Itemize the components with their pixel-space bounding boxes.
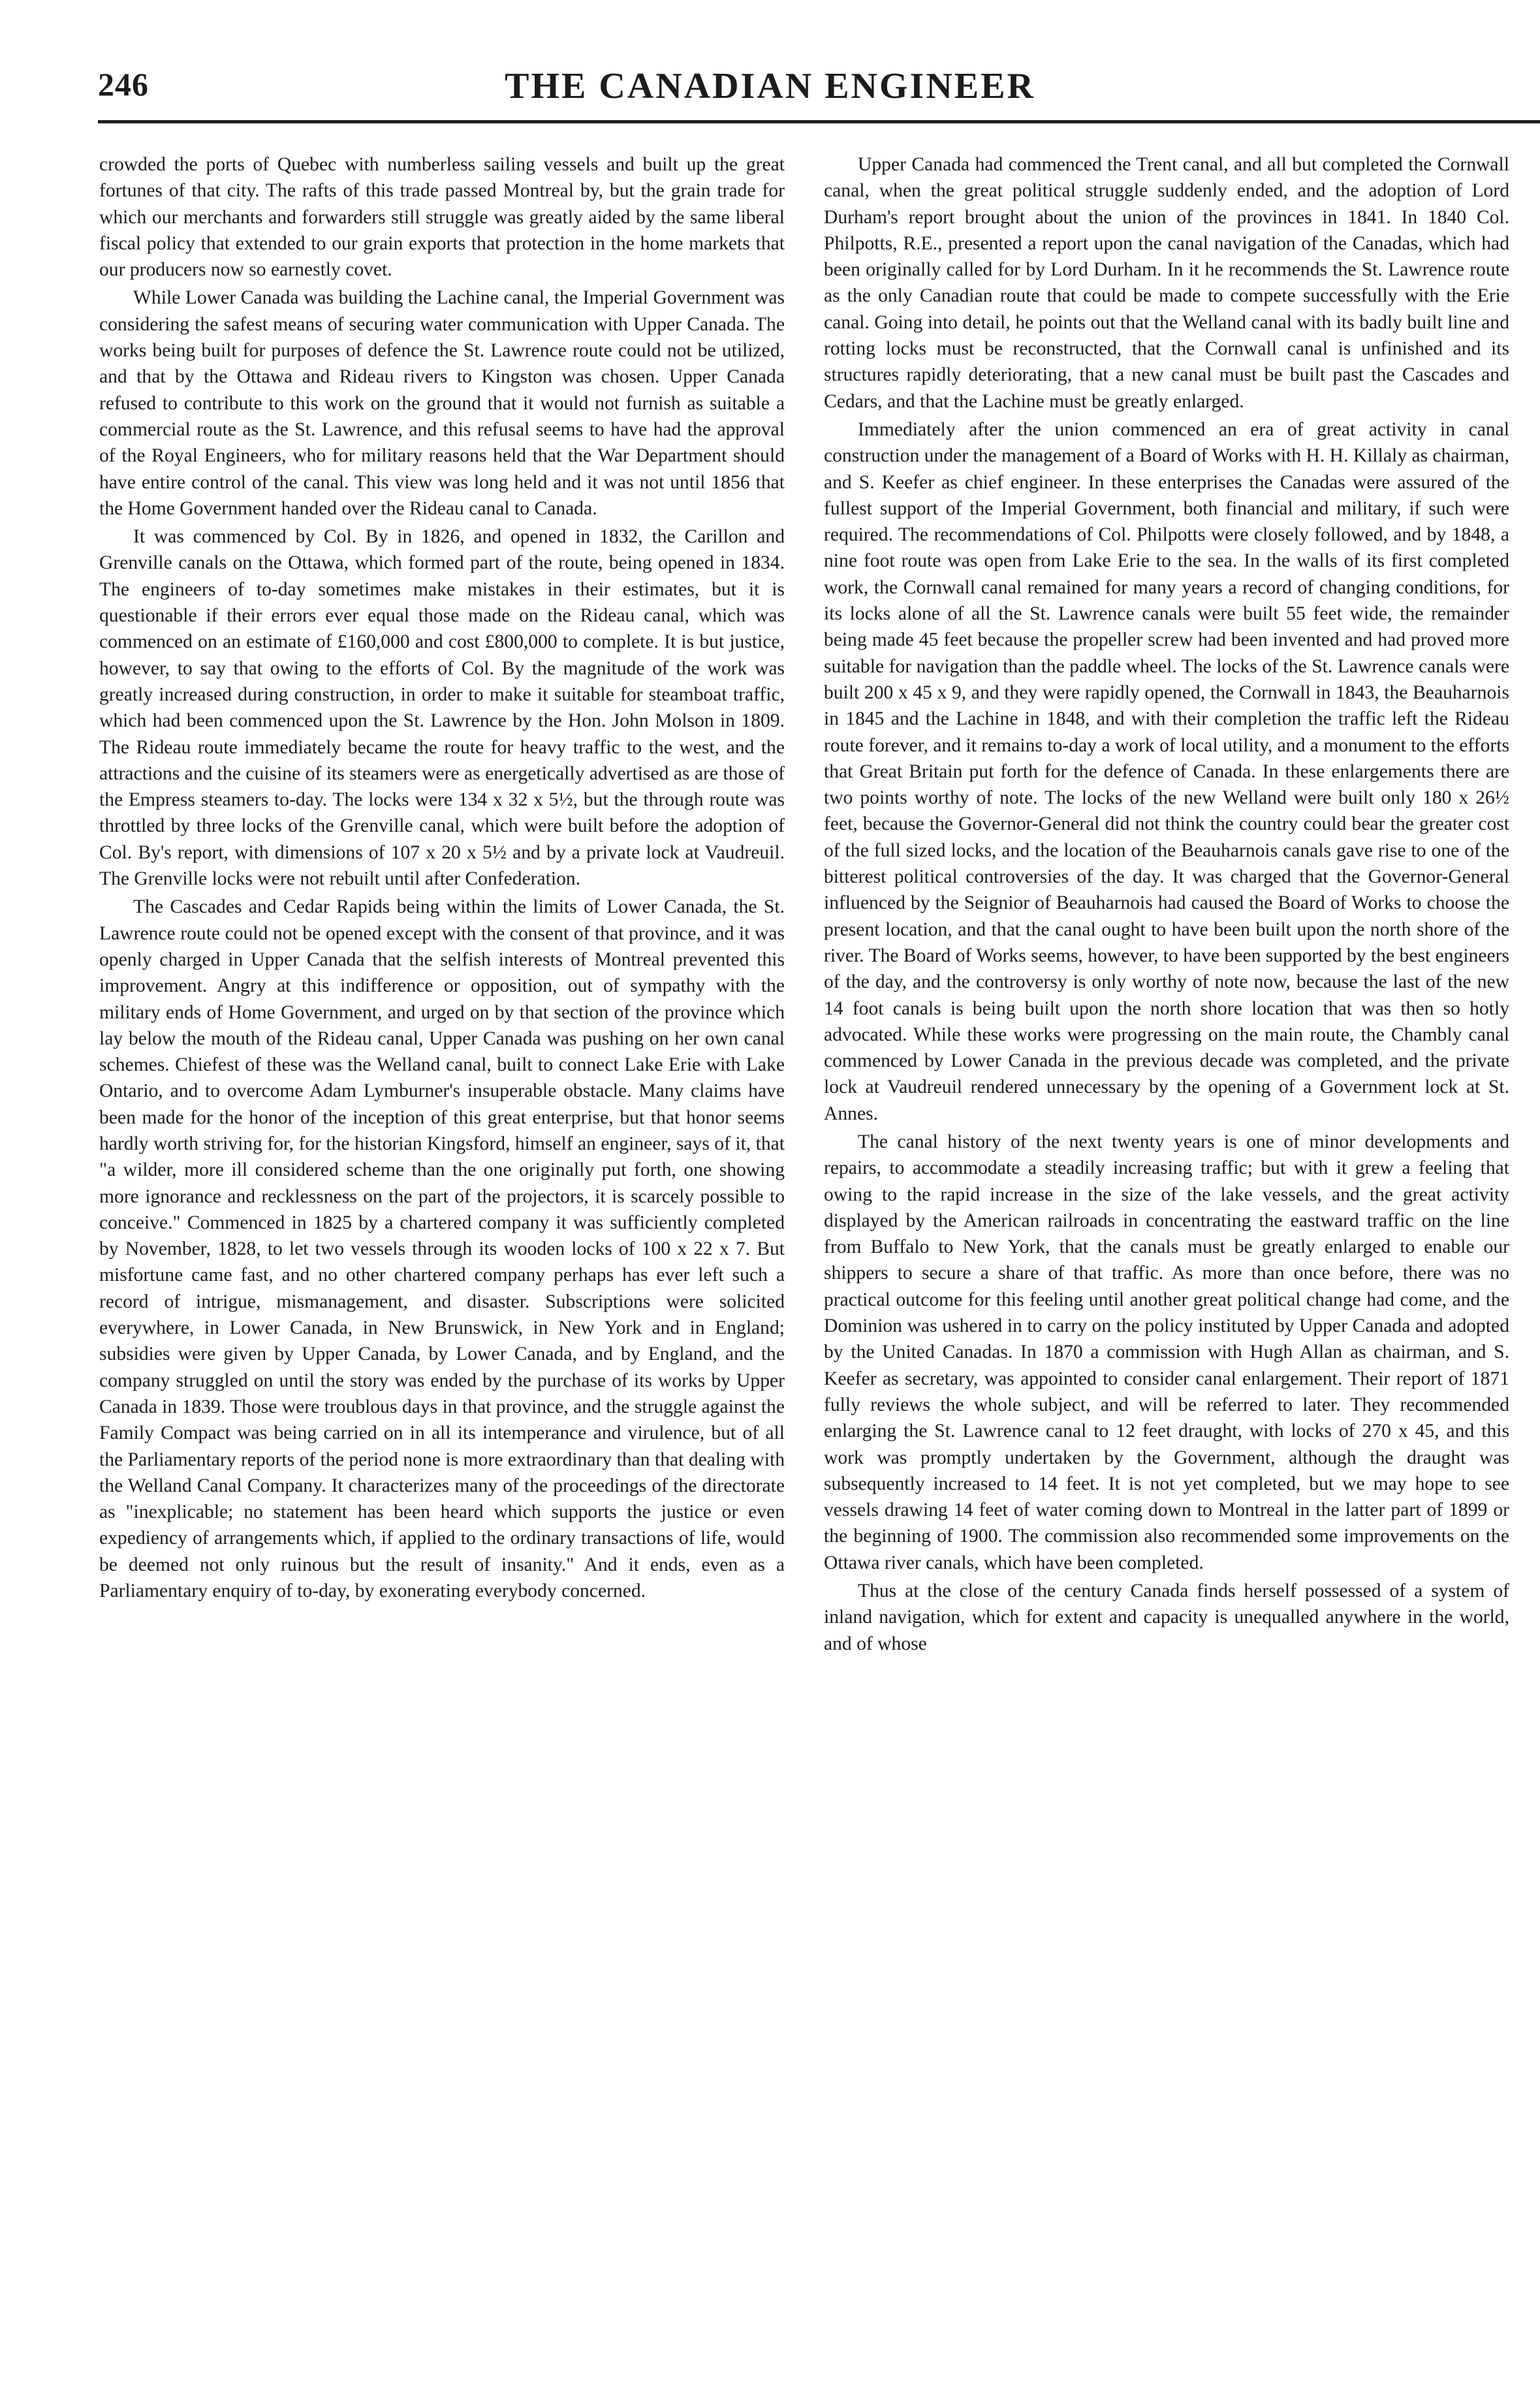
journal-title: THE CANADIAN ENGINEER: [505, 66, 1035, 106]
paragraph: It was commenced by Col. By in 1826, and opened in 1832, the Carillon and Grenville canals on the Ottawa, which formed part of the route, being opened in 1834. The engineers of to-day sometimes make mistakes in their estimates, but it is questionable if their errors ever equal those made on the Rideau canal, which was commenced on an estimate of £160,000 and cost £800,000 to complete. It is but justice, however, to say that owing to the efforts of Col. By the magnitude of the work was greatly increased during construction, in order to make it suitable for steamboat traffic, which had been commenced upon the St. Lawrence by the Hon. John Molson in 1809. The Rideau route immediately became the route for heavy traffic to the west, and the attractions and the cuisine of its steamers were as energetically advertised as are those of the Empress steamers to-day. The locks were 134 x 32 x 5½, but the through route was throttled by three locks of the Grenville canal, which were built before the adoption of Col. By's report, with dimensions of 107 x 20 x 5½ and by a private lock at Vaudreuil. The Grenville locks were not rebuilt until after Confederation.: [99, 526, 785, 890]
header-rule: [98, 120, 1540, 123]
paragraph: Immediately after the union commenced an era of great activity in canal construction under the management of a Board of Works with H. H. Killaly as chairman, and S. Keefer as chief engineer. In these enterprises the Canadas were assured of the fullest support of the Imperial Government, both financial and military, if such were required. The recommendations of Col. Philpotts were closely followed, and by 1848, a nine foot route was open from Lake Erie to the sea. In the walls of its first completed work, the Cornwall canal remained for many years a record of changing conditions, for its locks alone of all the St. Lawrence canals were built 55 feet wide, the remainder being made 45 feet because the propeller screw had been invented and had proved more suitable for navigation than the paddle wheel. The locks of the St. Lawrence canals were built 200 x 45 x 9, and they were rapidly opened, the Cornwall in 1843, the Beauharnois in 1845 and the Lachine in 1848, and with their completion the traffic left the Rideau route forever, and it remains to-day a work of local utility, and a monument to the efforts that Great Britain put forth for the defence of Canada. In these enlargements there are two points worthy of note. The locks of the new Welland were built only 180 x 26½ feet, because the Governor-General did not think the country could bear the greater cost of the full sized locks, and the location of the Beauharnois canals gave rise to one of the bitterest political controversies of the day. It was charged that the Governor-General influenced by the Seignior of Beauharnois had caused the Board of Works to choose the present location, and that the canal ought to have been built upon the north shore of the river. The Board of Works seems, however, to have been supported by the best engineers of the day, and the controversy is only worthy of note now, because the last of the new 14 foot canals is being built upon the north shore location that was then so hotly advocated. While these works were progressing on the main route, the Chambly canal commenced by Lower Canada in the previous decade was completed, and the private lock at Vaudreuil rendered unnecessary by the opening of a Government lock at St. Annes.: [824, 418, 1509, 1124]
paragraph: The Cascades and Cedar Rapids being within the limits of Lower Canada, the St. Lawrence route could not be opened except with the consent of that province, and it was openly charged in Upper Canada that the selfish interests of Montreal prevented this improvement. Angry at this indifference or opposition, out of sympathy with the military ends of Home Government, and urged on by that section of the province which lay below the mouth of the Rideau canal, Upper Canada was pushing on her own canal schemes. Chiefest of these was the Welland canal, built to connect Lake Erie with Lake Ontario, and to overcome Adam Lymburner's insuperable obstacle. Many claims have been made for the honor of the inception of this great enterprise, but that honor seems hardly worth striving for, for the historian Kingsford, himself an engineer, says of it, that "a wilder, more ill considered scheme than the one originally put forth, one showing more ignorance and recklessness on the part of the projectors, it is scarcely possible to conceive." Commenced in 1825 by a chartered company it was sufficiently completed by November, 1828, to let two vessels through its wooden locks of 100 x 22 x 7. But misfortune came fast, and no other chartered company perhaps has ever left such a record of intrigue, mismanagement, and disaster. Subscriptions were solicited everywhere, in Lower Canada, in New Brunswick, in New York and in England; subsidies were given by Upper Canada, by Lower Canada, and by England, and the company struggled on until the story was ended by the purchase of its works by Upper Canada in 1839. Those were troublous days in that province, and the struggle against the Family Compact was being carried on in all its intemperance and virulence, but of all the Parliamentary reports of the period none is more extraordinary than that dealing with the Welland Canal Company. It characterizes many of the proceedings of the directorate as "inexplicable; no statement has been heard which supports the justice or even expediency of arrangements which, if applied to the ordinary transactions of life, would be deemed not only ruinous but the result of insanity." And it ends, even as a Parliamentary enquiry of to-day, by exonerating everybody concerned.: [99, 896, 785, 1602]
paragraph: crowded the ports of Quebec with numberless sailing vessels and built up the great fortunes of that city. The rafts of this trade passed Montreal by, but the grain trade for which our merchants and forwarders still struggle was greatly aided by the same liberal fiscal policy that extended to our grain exports that protection in the home markets that our producers now so earnestly covet.: [99, 154, 785, 281]
page-number: 246: [98, 66, 149, 102]
paragraph: While Lower Canada was building the Lachine canal, the Imperial Government was considering the safest means of securing water communication with Upper Canada. The works being built for purposes of defence the St. Lawrence route could not be utilized, and that by the Ottawa and Rideau rivers to Kingston was chosen. Upper Canada refused to contribute to this work on the ground that it would not furnish as suitable a commercial route as the St. Lawrence, and this refusal seems to have had the approval of the Royal Engineers, who for military reasons held that the War Department should have entire control of the canal. This view was long held and it was not until 1856 that the Home Government handed over the Rideau canal to Canada.: [99, 287, 785, 519]
page-header: [0, 0, 1540, 124]
paragraph: Upper Canada had commenced the Trent canal, and all but completed the Cornwall canal, when the great political struggle suddenly ended, and the adoption of Lord Durham's report brought about the union of the provinces in 1841. In 1840 Col. Philpotts, R.E., presented a report upon the canal navigation of the Canadas, which had been originally called for by Lord Durham. In it he recommends the St. Lawrence route as the only Canadian route that could be made to compete successfully with the Erie canal. Going into detail, he points out that the Welland canal with its badly built line and rotting locks must be reconstructed, that the Cornwall canal is unfinished and its structures rapidly deteriorating, that a new canal must be built past the Cascades and Cedars, and that the Lachine must be greatly enlarged.: [824, 154, 1509, 412]
left-column: [99, 151, 785, 2384]
right-column: [824, 151, 1509, 2384]
paragraph: Thus at the close of the century Canada finds herself possessed of a system of inland navigation, which for extent and capacity is unequalled anywhere in the world, and of whose: [824, 1581, 1509, 1654]
paragraph: The canal history of the next twenty years is one of minor developments and repairs, to accommodate a steadily increasing traffic; but with it grew a feeling that owing to the rapid increase in the size of the lake vessels, and the great activity displayed by the American railroads in concentrating the eastward traffic on the line from Buffalo to New York, that the canals must be greatly enlarged to enable our shippers to secure a share of that traffic. As more than once before, there was no practical outcome for this feeling until another great political change had come, and the Dominion was ushered in to carry on the policy instituted by Upper Canada and adopted by the United Canadas. In 1870 a commission with Hugh Allan as chairman, and S. Keefer as secretary, was appointed to consider canal enlargement. Their report of 1871 fully reviews the whole subject, and will be referred to later. They recommended enlarging the St. Lawrence canal to 12 feet draught, with locks of 270 x 45, and this work was promptly undertaken by the Government, although the draught was subsequently increased to 14 feet. It is not yet completed, but we may hope to see vessels drawing 14 feet of water coming down to Montreal in the latter part of 1899 or the beginning of 1900. The commission also recommended some improvements on the Ottawa river canals, which have been completed.: [824, 1131, 1509, 1573]
